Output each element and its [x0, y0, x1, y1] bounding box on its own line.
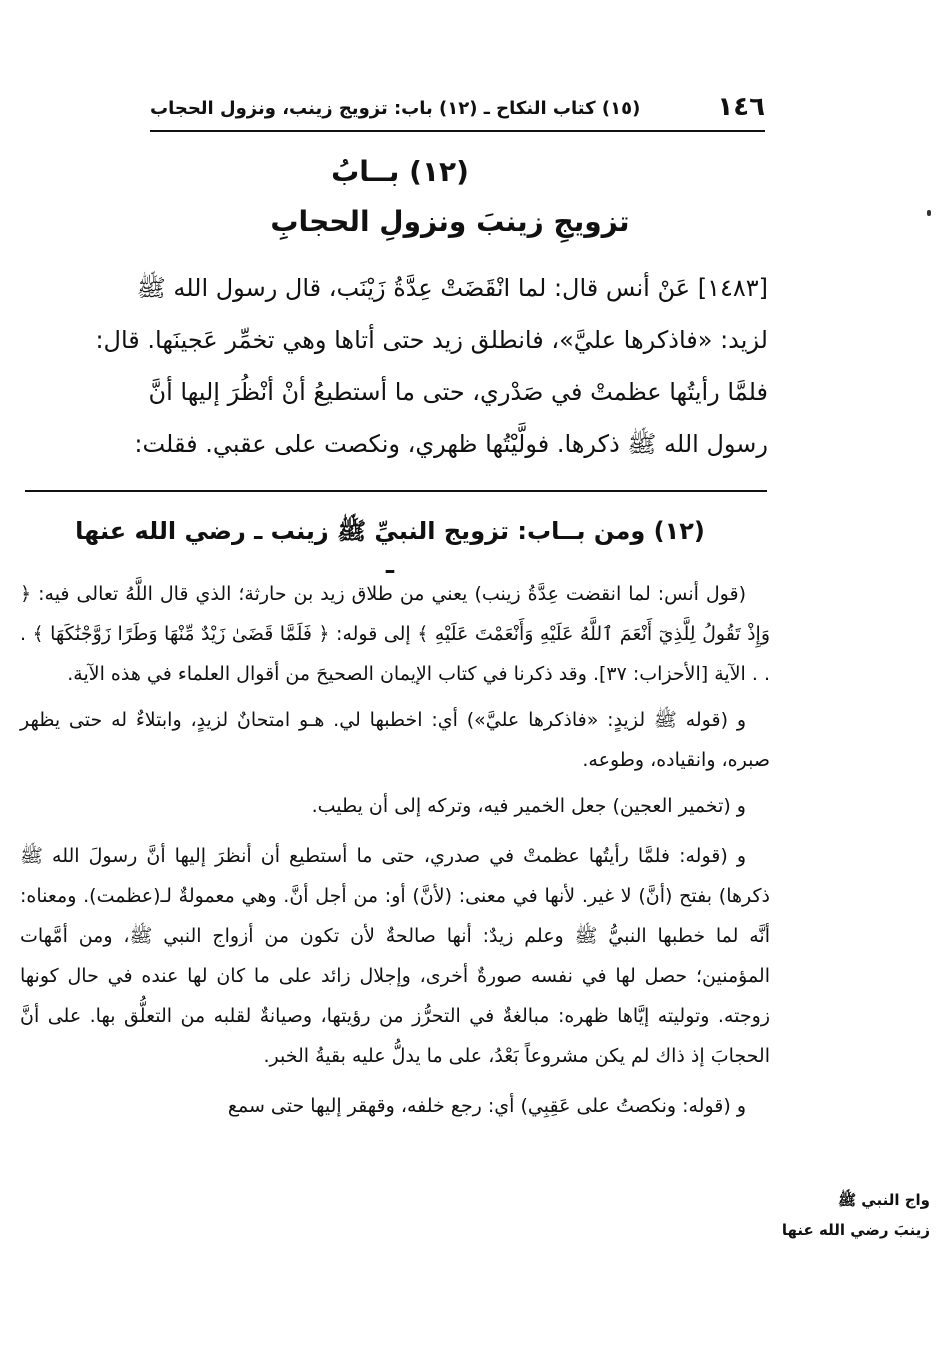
chapter-heading: (١٢) بــابُ: [331, 155, 469, 188]
hadith-text: [20, 262, 768, 470]
ink-speck: [927, 210, 931, 216]
chapter-title: تزويجِ زينبَ ونزولِ الحجابِ: [270, 205, 630, 238]
commentary-paragraph: و (قوله: ونكصتُ على عَقِبِي) أي: رجع خلفه، وقهقر إليها حتى سمع: [227, 1095, 746, 1117]
hadith-line: فلمَّا رأيتُها عظمتْ في صَدْري، حتى ما أستطيعُ أنْ أنْظُرَ إليها أنَّ: [148, 378, 768, 406]
running-head: (١٥) كتاب النكاح ـ (١٢) باب: تزويج زينب، ونزول الحجاب: [150, 98, 641, 119]
commentary-paragraph: (قول أنس: لما انقضت عِدَّةُ زينب) يعني من طلاق زيد بن حارثة؛ الذي قال اللَّهُ تعالى فيه: ﴿ وَإِذْ تَقُولُ لِلَّذِيٓ أَنْعَمَ ٱللَّهُ عَلَيْهِ وَأَنْعَمْتَ عَلَيْهِ ﴾ إلى قوله: ﴿ فَلَمَّا قَضَىٰ زَيْدٌ مِّنْهَا وَطَرًا زَوَّجْنَٰكَهَا ﴾ . . . الآية [الأحزاب: ٣٧]. وقد ذكرنا في كتاب الإيمان الصحيحَ من أقوال العلماء في هذه الآية.: [20, 583, 770, 685]
commentary-heading: (١٢) ومن بــاب: تزويج النبيِّ ﷺ زينب ـ رضي الله عنها ـ: [75, 517, 705, 579]
margin-note-line: زينبَ رضي الله عنها: [781, 1221, 930, 1239]
commentary-text: [20, 574, 770, 1136]
hadith-line: [١٤٨٣] عَنْ أنس قال: لما انْقَضَتْ عِدَّةُ زَيْنَب، قال رسول الله ﷺ: [136, 274, 768, 302]
margin-note: [770, 1185, 930, 1245]
page-number: ١٤٦: [717, 92, 765, 122]
hadith-line: رسول الله ﷺ ذكرها. فولَّيْتُها ظهري، ونكصت على عقبي. فقلت:: [134, 430, 768, 458]
commentary-paragraph: و (قوله: فلمَّا رأيتُها عظمتْ في صدري، حتى ما أستطيع أن أنظرَ إليها أنَّ رسولَ الله ﷺ ذكرها) بفتح (أنَّ) لا غير. لأنها في معنى: (لأنَّ) أو: من أجل أنَّ. وهي معمولةٌ لـ(عظمت). ومعناه: أنَّه لما خطبها النبيُّ ﷺ وعلم زيدٌ: أنها صالحةٌ لأن تكون من أزواج النبي ﷺ، ومن أمَّهات المؤمنين؛ حصل لها في نفسه صورةٌ أخرى، وإجلال زائد على ما كان لها عنده في حال كونها زوجته. وتوليته إيَّاها ظهره: مبالغةٌ في التحرُّز من رؤيتها، وصيانةٌ لقلبه من التعلُّق بها. على أنَّ الحجابَ إذ ذاك لم يكن مشروعاً بَعْدُ، على ما يدلُّ عليه بقيةُ الخبر.: [20, 845, 770, 1067]
commentary-paragraph: و (تخمير العجين) جعل الخمير فيه، وتركه إلى أن يطيب.: [311, 795, 746, 817]
hadith-line: لزيد: «فاذكرها عليَّ»، فانطلق زيد حتى أتاها وهي تخمِّر عَجينَها. قال:: [95, 326, 768, 354]
page-header: [150, 88, 765, 132]
commentary-paragraph: و (قوله ﷺ لزيدٍ: «فاذكرها عليَّ») أي: اخطبها لي. هـو امتحانٌ لزيدٍ، وابتلاءٌ له حتى يظهر صبره، وانقياده، وطوعه.: [20, 709, 770, 771]
margin-note-line: واج النبي ﷺ: [837, 1191, 930, 1209]
section-divider: [25, 490, 767, 492]
